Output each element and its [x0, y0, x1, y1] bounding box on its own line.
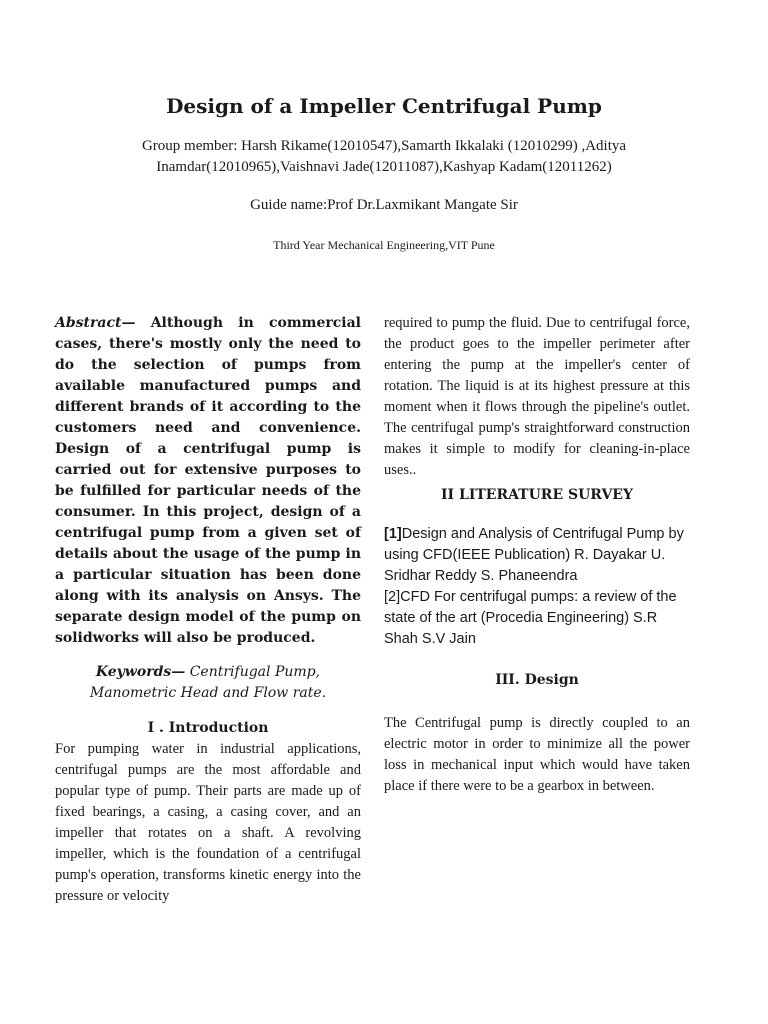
introduction-text-left: For pumping water in industrial applications, centrifugal pumps are the most affordable and popular type of pump. Their parts are made up of fixed bearings, a casing, a casing cover, and an impeller that rotates on a shaft. A revolving impeller, which is the foundation of a centrifugal pump's operation, transforms kinetic energy into the pressure or velocity [55, 741, 361, 904]
abstract-label: Abstract— [55, 315, 136, 331]
left-column [55, 313, 361, 907]
keywords-paragraph [55, 662, 361, 704]
abstract-paragraph [55, 313, 361, 649]
paper-title: Design of a Impeller Centrifugal Pump [166, 94, 602, 118]
author-list: Group member: Harsh Rikame(12010547),Samarth Ikkalaki (12010299) ,Aditya Inamdar(12010965),Vaishnavi Jade(12011087),Kashyap Kadam(12011262) [141, 138, 627, 175]
literature-survey-heading: II LITERATURE SURVEY [441, 487, 633, 503]
right-column [384, 313, 690, 797]
reference-item-1 [384, 524, 690, 587]
reference-item-2: [2]CFD For centrifugal pumps: a review of the state of the art (Procedia Engineering) S.R Shah S.V Jain [384, 589, 677, 647]
reference-number-1: [1] [384, 526, 402, 542]
design-heading: III. Design [495, 672, 579, 688]
introduction-heading: I . Introduction [147, 720, 269, 736]
reference-list [384, 524, 690, 650]
keywords-label: Keywords— [95, 664, 186, 680]
design-text: The Centrifugal pump is directly coupled to an electric motor in order to minimize all the power loss in mechanical input which would have taken place if there were to be a gearbox in between. [384, 715, 690, 794]
department-affiliation: Third Year Mechanical Engineering,VIT Pune [273, 238, 495, 252]
abstract-text: Although in commercial cases, there's mostly only the need to do the selection of pumps from available manufactured pumps and different brands of it according to the customers need and convenience. Design of a centrifugal pump is carried out for extensive purposes to be fulfilled for particular needs of the consumer. In this project, design of a centrifugal pump from a given set of details about the usage of the pump in a particular situation has been done along with its analysis on Ansys. The separate design model of the pump on solidworks will also be produced. [55, 315, 361, 646]
reference-text-1: Design and Analysis of Centrifugal Pump by using CFD(IEEE Publication) R. Dayakar U. Sridhar Reddy S. Phaneendra [384, 526, 684, 584]
keywords-text: Centrifugal Pump, Manometric Head and Flow rate. [89, 664, 327, 701]
introduction-text-right: required to pump the fluid. Due to centrifugal force, the product goes to the impeller perimeter after entering the pump at the impeller's center of rotation. The liquid is at its highest pressure at this moment when it flows through the pipeline's outlet. The centrifugal pump's straightforward construction makes it simple to modify for cleaning-in-place uses.. [384, 315, 690, 478]
guide-name: Guide name:Prof Dr.Laxmikant Mangate Sir [250, 197, 518, 213]
